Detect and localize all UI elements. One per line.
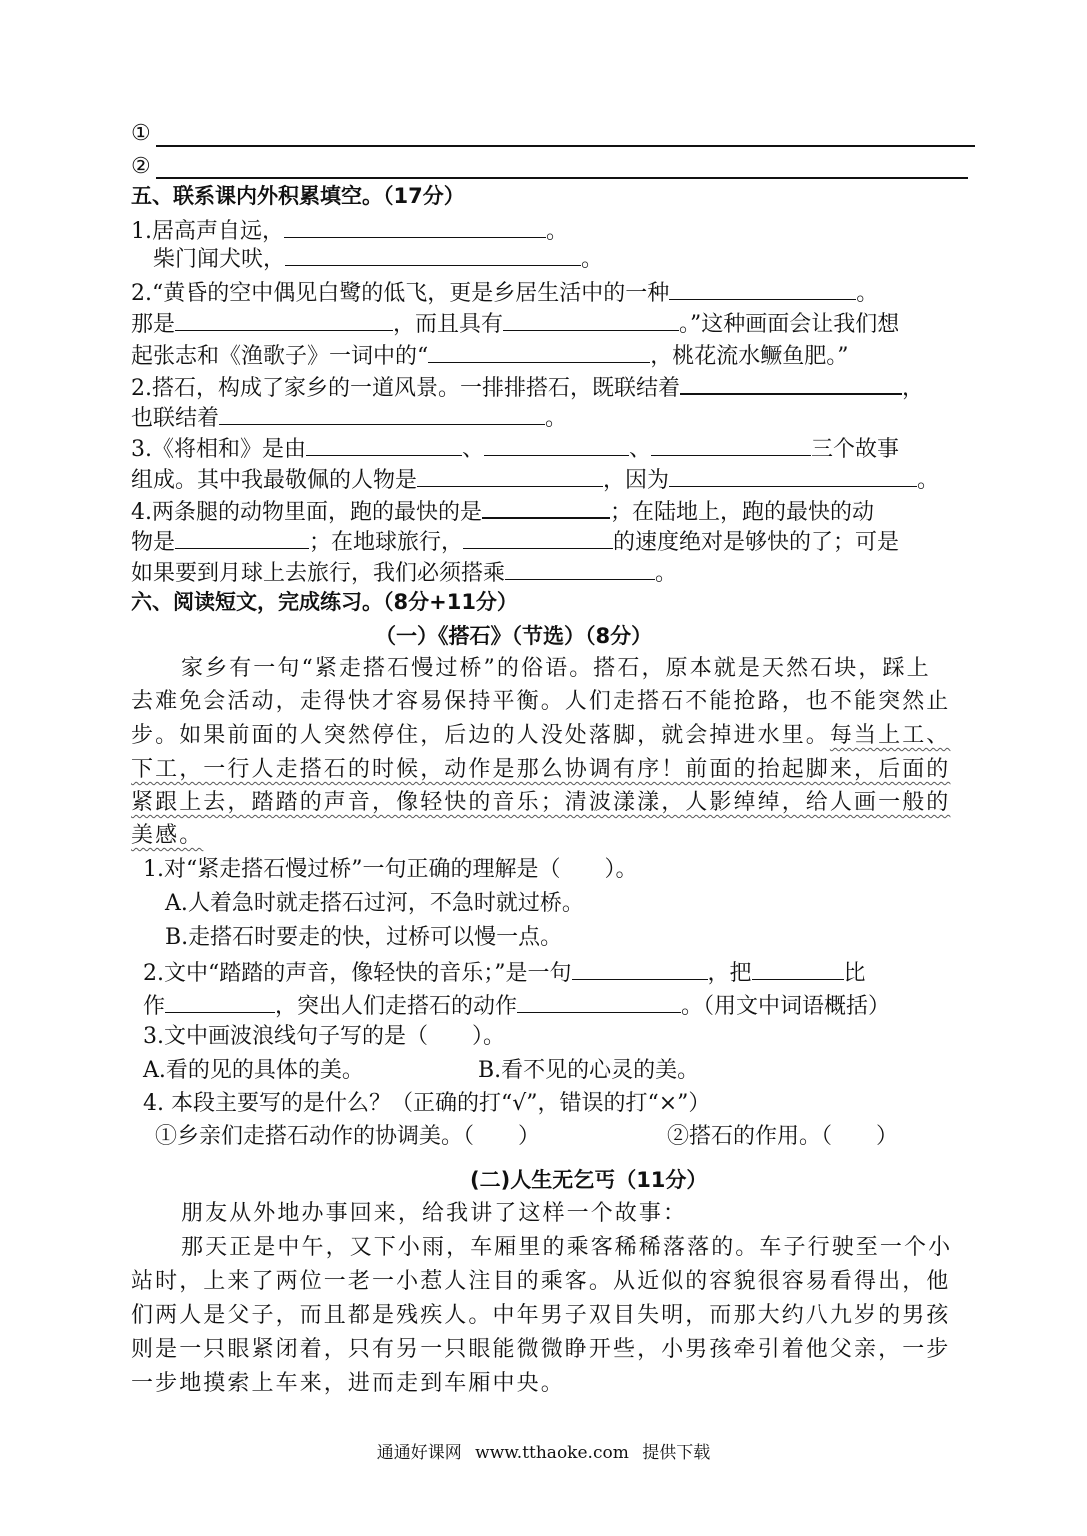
question-text: 那是 [131,312,176,337]
question-text: 。”这种画面会让我们想 [679,312,900,337]
question-text: ，突出人们走搭石的动作 [275,994,518,1019]
passage-2-line: 站时，上来了两位一老一小惹人注目的乘客。从近似的容貌很容易看得出，他 [131,1269,951,1294]
question-text: 2.搭石，构成了家乡的一道风景。一排排搭石，既联结着 [131,376,680,401]
question-line [131,308,899,339]
question-text: 起张志和《渔歌子》一词中的“ [131,344,429,369]
blank-field[interactable] [306,433,462,456]
question-line [131,277,878,308]
part-1-title: （一）《搭石》（节选）（8分） [375,624,653,648]
judgement-item-1[interactable]: ①乡亲们走搭石动作的协调美。（ ） [155,1124,541,1149]
page-footer [0,1438,1087,1463]
section-6-title: 六、阅读短文，完成练习。（8分+11分） [131,590,518,614]
answer-line-2-label: ② [131,154,151,179]
question-text: ，因为 [603,468,670,493]
passage-2-line: 则是一只眼紧闭着，只有另一只眼能微微睁开些，小男孩牵引着他父亲，一步 [131,1337,951,1362]
question-text: ，把 [707,961,752,986]
section-5-title: 五、联系课内外积累填空。（17分） [131,184,465,208]
question-line [131,433,899,464]
question-text: 的速度绝对是够快的了；可是 [613,530,900,555]
wavy-underlined-sentence: 紧跟上去，踏踏的声音，像轻快的音乐；清波漾漾，人影绰绰，给人画一般的 [131,790,951,815]
passage-2-line: 那天正是中午，又下小雨，车厢里的乘客稀稀落落的。车子行驶至一个小 [181,1235,953,1260]
question-text: 。 [581,247,604,272]
wavy-underlined-sentence: 每当上工、 [829,723,951,748]
question-text: ，桃花流水鳜鱼肥。” [650,344,849,369]
option-b[interactable]: B.看不见的心灵的美。 [478,1058,700,1083]
question-line [131,557,677,588]
question-line [131,215,568,246]
question-line [153,243,603,274]
blank-field[interactable] [680,371,902,395]
question-text: 。 [856,281,879,306]
option-a[interactable]: A.人着急时就走搭石过河，不急时就过桥。 [165,891,584,916]
reading-question-3: 3.文中画波浪线句子写的是（ ）。 [143,1024,505,1049]
question-text: 比 [843,961,866,986]
question-text: 。 [917,468,940,493]
blank-field[interactable] [165,990,275,1013]
answer-line-1[interactable] [156,145,975,147]
blank-field[interactable] [505,557,655,580]
question-text: ；在地球旅行， [309,530,464,555]
blank-field[interactable] [284,215,546,238]
option-b[interactable]: B.走搭石时要走的快，过桥可以慢一点。 [165,925,563,950]
passage-1-line: 家乡有一句“紧走搭石慢过桥”的俗语。搭石，原本就是天然石块，踩上 [181,656,931,681]
question-line [131,371,924,403]
answer-line-1-label: ① [131,121,151,146]
blank-field[interactable] [482,495,610,519]
passage-1-line [131,822,203,850]
question-text: 、 [629,437,652,462]
option-a[interactable]: A.看的见的具体的美。 [143,1058,364,1083]
wavy-underlined-sentence: 下工，一行人走搭石的时候，动作是那么协调有序！前面的抬起脚来，后面的 [131,757,951,782]
question-text: 。 [546,219,569,244]
question-line [131,526,899,557]
blank-field[interactable] [484,433,629,456]
reading-question-2 [143,990,890,1021]
answer-line-2[interactable] [156,177,968,179]
passage-2-line: 一步地摸索上车来，进而走到车厢中央。 [131,1371,565,1396]
blank-field[interactable] [752,957,844,980]
question-text: 2.文中“踏踏的声音，像轻快的音乐；”是一句 [143,961,572,986]
blank-field[interactable] [517,990,681,1013]
question-text: 三个故事 [811,437,900,462]
footer-note: 提供下载 [642,1443,711,1463]
blank-field[interactable] [175,308,393,331]
passage-2-line: 朋友从外地办事回来，给我讲了这样一个故事： [181,1201,688,1226]
question-text: ，而且具有 [393,312,504,337]
blank-field[interactable] [572,957,708,980]
blank-field[interactable] [219,402,545,425]
question-text: ；在陆地上，跑的最快的动 [610,500,875,525]
passage-1-line [131,722,950,750]
question-text: 4.两条腿的动物里面，跑的最快的是 [131,500,482,525]
question-line [131,495,874,527]
reading-question-1: 1.对“紧走搭石慢过桥”一句正确的理解是（ ）。 [143,857,638,882]
footer-url[interactable]: www.tthaoke.com [475,1443,629,1463]
question-text: 、 [462,437,485,462]
question-text: 作 [143,994,166,1019]
question-line [131,464,939,495]
blank-field[interactable] [503,308,679,331]
question-line [131,402,567,433]
question-text: 。 [655,561,678,586]
question-text: 。（用文中词语概括） [681,994,891,1019]
blank-field[interactable] [417,464,603,487]
question-text: 物是 [131,530,176,555]
blank-field[interactable] [428,340,650,363]
question-text: ， [902,376,925,401]
passage-2-line: 们两人是父子，而且都是残疾人。中年男子双目失明，而那大约八九岁的男孩 [131,1303,951,1328]
reading-question-2 [143,957,866,988]
footer-site-name: 通通好课网 [376,1443,462,1463]
passage-1-line [131,789,950,817]
part-2-title: (二)人生无乞丐（11分） [470,1168,708,1192]
question-text: 也联结着 [131,406,220,431]
judgement-item-2[interactable]: ②搭石的作用。（ ） [667,1124,899,1149]
passage-1-line [131,756,950,784]
blank-field[interactable] [175,526,309,549]
blank-field[interactable] [651,433,811,456]
blank-field[interactable] [285,243,581,266]
blank-field[interactable] [669,277,856,300]
passage-text: 步。如果前面的人突然停住，后边的人没处落脚，就会掉进水里。 [131,723,830,748]
passage-1-line: 去难免会活动，走得快才容易保持平衡。人们走搭石不能抢路，也不能突然止 [131,689,951,714]
question-text: 组成。其中我最敬佩的人物是 [131,468,418,493]
question-text: 2.“黄昏的空中偶见白鹭的低飞，更是乡居生活中的一种 [131,281,670,306]
question-text: 。 [545,406,568,431]
blank-field[interactable] [669,464,917,487]
question-text: 如果要到月球上去旅行，我们必须搭乘 [131,561,506,586]
reading-question-4: 4. 本段主要写的是什么？（正确的打“√”，错误的打“×”） [143,1091,711,1116]
question-line [131,340,849,371]
question-text: 1.居高声自远， [131,219,284,244]
question-text: 柴门闻犬吠， [153,247,286,272]
blank-field[interactable] [463,526,613,549]
question-text: 3.《将相和》是由 [131,437,306,462]
wavy-underlined-sentence: 美感。 [131,823,204,848]
